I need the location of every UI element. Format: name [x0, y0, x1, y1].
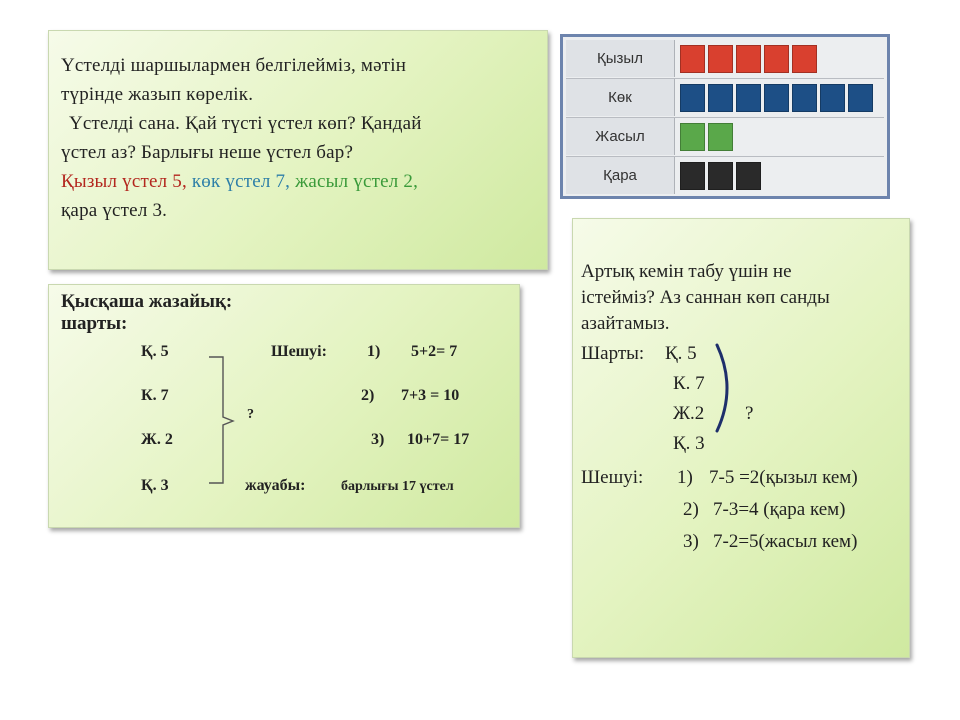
chart-block [680, 162, 705, 190]
step-3-expression: 10+7= 17 [407, 431, 470, 448]
blue-tables-text: көк үстел 7, [191, 171, 291, 192]
diff-question-line-1: Артық кемін табу үшін не [581, 261, 792, 282]
diff-step-3-number: 3) [683, 531, 699, 552]
chart-block [848, 84, 873, 112]
table-count-chart [560, 34, 890, 199]
condition-green: Ж. 2 [141, 431, 173, 448]
diff-step-1-expression: 7-5 =2(қызыл кем) [709, 467, 858, 488]
diff-question-line-3: азайтамыз. [581, 313, 670, 334]
chart-block [736, 84, 761, 112]
intro-line-2: түрінде жазып көрелік. [61, 84, 254, 105]
diff-condition-label: Шарты: [581, 343, 645, 364]
chart-block [764, 45, 789, 73]
chart-label-green: Жасыл [566, 118, 675, 155]
diff-question-mark: ? [745, 403, 754, 424]
chart-block [792, 84, 817, 112]
step-2-number: 2) [361, 387, 375, 404]
parenthesis-bracket-icon [713, 343, 743, 433]
diff-step-1-number: 1) [677, 467, 693, 488]
chart-row-black [566, 157, 884, 195]
chart-row-red [566, 40, 884, 79]
intro-panel [48, 30, 548, 270]
chart-row-blue [566, 79, 884, 118]
step-2-expression: 7+3 = 10 [401, 387, 460, 404]
diff-condition-red: Қ. 5 [665, 343, 697, 364]
diff-condition-blue: К. 7 [673, 373, 705, 394]
step-1-number: 1) [367, 343, 381, 360]
black-tables-text: қара үстел 3. [61, 200, 168, 221]
short-title-line-1: Қысқаша жазайық: [61, 291, 233, 312]
intro-line-5 [61, 167, 547, 196]
difference-panel [572, 218, 910, 658]
intro-line-3: Үстелді сана. Қай түсті үстел көп? Қандай [69, 113, 422, 134]
chart-block [708, 45, 733, 73]
diff-step-3-expression: 7-2=5(жасыл кем) [713, 531, 858, 552]
red-tables-text: Қызыл үстел 5, [61, 171, 187, 192]
chart-block [680, 84, 705, 112]
condition-blue: К. 7 [141, 387, 169, 404]
answer-text: барлығы 17 үстел [341, 479, 454, 494]
diff-solution-label: Шешуі: [581, 467, 644, 488]
chart-block [736, 162, 761, 190]
intro-line-1: Үстелді шаршылармен белгілейміз, мәтін [61, 55, 407, 76]
intro-line-4: үстел аз? Барлығы неше үстел бар? [61, 142, 354, 163]
chart-block [708, 84, 733, 112]
diff-question-line-2: істейміз? Аз саннан көп санды [581, 287, 830, 308]
step-3-number: 3) [371, 431, 385, 448]
green-tables-text: жасыл үстел 2, [295, 171, 419, 192]
solution-label: Шешуі: [271, 343, 327, 360]
condition-black: Қ. 3 [141, 477, 169, 494]
chart-blocks-red [680, 45, 817, 73]
short-title-line-2: шарты: [61, 313, 128, 334]
diff-step-2-number: 2) [683, 499, 699, 520]
chart-block [820, 84, 845, 112]
chart-blocks-black [680, 162, 761, 190]
diff-condition-black: Қ. 3 [673, 433, 705, 454]
chart-block [792, 45, 817, 73]
diff-step-2-expression: 7-3=4 (қара кем) [713, 499, 846, 520]
chart-block [736, 45, 761, 73]
step-1-expression: 5+2= 7 [411, 343, 458, 360]
short-notation-panel [48, 284, 520, 528]
chart-block [708, 162, 733, 190]
chart-block [708, 123, 733, 151]
diff-condition-green: Ж.2 [673, 403, 705, 424]
chart-block [764, 84, 789, 112]
question-mark: ? [247, 407, 254, 422]
answer-label: жауабы: [245, 477, 306, 494]
short-title [61, 291, 232, 335]
chart-label-black: Қара [566, 157, 675, 194]
chart-row-green [566, 118, 884, 157]
condition-red: Қ. 5 [141, 343, 169, 360]
chart-blocks-blue [680, 84, 873, 112]
chart-block [680, 45, 705, 73]
chart-label-red: Қызыл [566, 40, 675, 77]
chart-blocks-green [680, 123, 733, 151]
chart-label-blue: Көк [566, 79, 675, 116]
chart-block [680, 123, 705, 151]
